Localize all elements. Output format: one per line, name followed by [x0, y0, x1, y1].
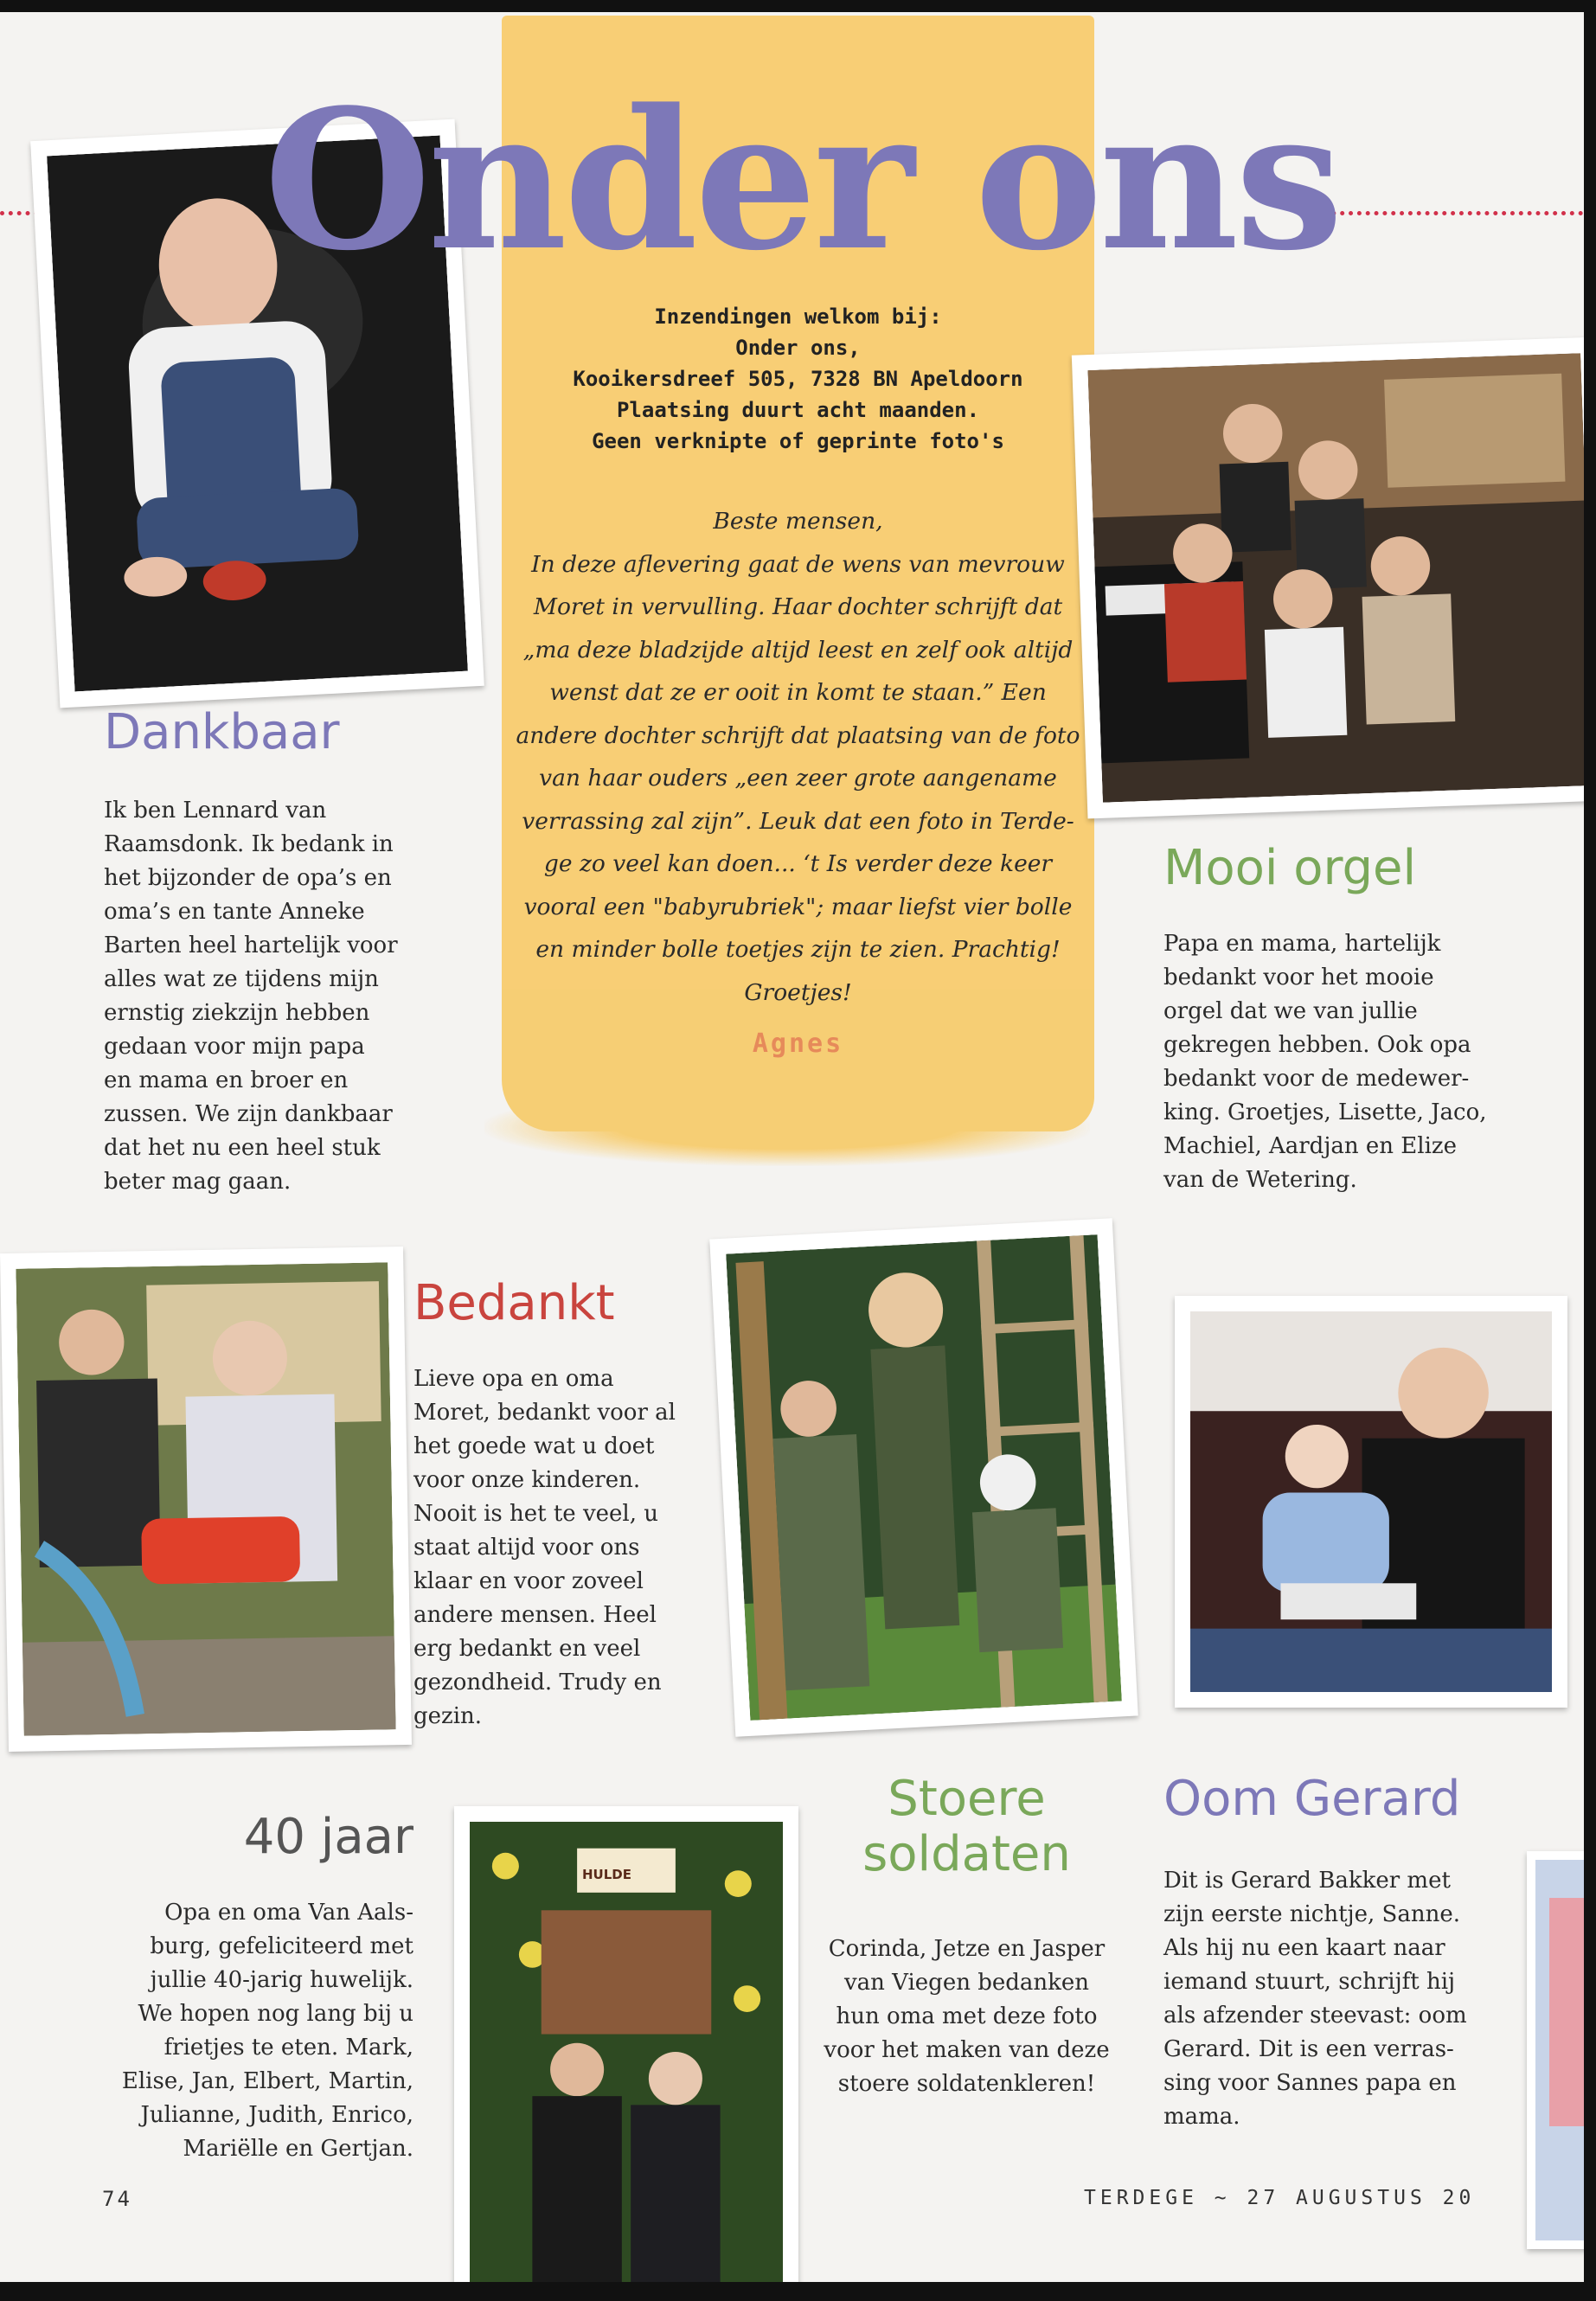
heading-stoere-soldaten [796, 1772, 1138, 1883]
text-line: Elise, Jan, Elbert, Martin, [121, 2068, 413, 2094]
photo-anniversary-couple [454, 1806, 798, 2298]
text-line: oma’s en tante Anneke [104, 899, 365, 925]
letter-line: andere dochter schrijft dat plaatsing van de foto [516, 721, 1080, 749]
letter-line: ge zo veel kan doen... ‘t Is verder deze keer [543, 850, 1053, 877]
text-line: andere mensen. Heel [413, 1602, 657, 1628]
text-line: burg, gefeliciteerd met [150, 1933, 413, 1959]
text-line: als afzender steevast: oom [1163, 2003, 1467, 2029]
letter-line: wenst dat ze er ooit in komt te staan.” Een [549, 679, 1047, 706]
text-line: Corinda, Jetze en Jasper [828, 1936, 1106, 1962]
text-line: hun oma met deze foto [836, 2003, 1098, 2029]
text-line: en mama en broer en [104, 1067, 349, 1093]
text-line: voor onze kinderen. [413, 1467, 641, 1493]
text-line: het goede wat u doet [413, 1433, 655, 1459]
text-line: sing voor Sannes papa en [1163, 2070, 1457, 2096]
text-line: bedankt voor de medewer- [1163, 1066, 1470, 1092]
photo-organ-family [1072, 337, 1596, 819]
letter-line: vooral een "babyrubriek"; maar liefst vier bolle [523, 893, 1073, 920]
text-line: iemand stuurt, schrijft hij [1163, 1969, 1456, 1995]
editor-letter [510, 500, 1086, 1066]
right-border [1584, 0, 1596, 2301]
text-line: We hopen nog lang bij u [138, 2001, 413, 2027]
letter-line: In deze aflevering gaat de wens van mevrouw [531, 550, 1065, 578]
photo-soldier-kids [709, 1218, 1138, 1737]
text-line: Gerard. Dit is een verras- [1163, 2036, 1454, 2062]
dotted-rule-right [1298, 211, 1583, 215]
heading-mooi-orgel: Mooi orgel [1163, 840, 1417, 896]
text-line: stoere soldatenkleren! [837, 2071, 1096, 2097]
photo-grandparents [0, 1247, 412, 1752]
body-40-jaar [69, 1896, 413, 2166]
text-line: gekregen hebben. Ook opa [1163, 1032, 1471, 1058]
text-line: dat het nu een heel stuk [104, 1135, 381, 1161]
page-title: Onder ons [264, 68, 1340, 293]
heading-40-jaar: 40 jaar [243, 1809, 413, 1865]
submission-line: Geen verknipte of geprinte foto's [592, 429, 1004, 453]
heading-oom-gerard: Oom Gerard [1163, 1771, 1461, 1827]
text-line: het bijzonder de opa’s en [104, 865, 392, 891]
text-line: alles wat ze tijdens mijn [104, 966, 379, 992]
publication-footer: TERDEGE ~ 27 AUGUSTUS 20 [1084, 2187, 1476, 2209]
letter-line: Groetjes! [744, 978, 852, 1006]
text-line: jullie 40-jarig huwelijk. [150, 1967, 413, 1993]
submission-line: Kooikersdreef 505, 7328 BN Apeldoorn [573, 367, 1023, 391]
text-line: bedankt voor het mooie [1163, 965, 1434, 990]
text-line: Ik ben Lennard van [104, 798, 327, 824]
letter-line: verrassing zal zijn”. Leuk dat een foto in Terde- [522, 807, 1074, 835]
text-line: gezondheid. Trudy en [413, 1670, 662, 1695]
text-line: Lieve opa en oma [413, 1366, 614, 1392]
text-line: frietjes te eten. Mark, [163, 2035, 413, 2061]
text-line: Nooit is het te veel, u [413, 1501, 659, 1527]
letter-line: Moret in vervulling. Haar dochter schrijft dat [533, 593, 1063, 620]
sign-text: HULDE [582, 1867, 631, 1882]
heading-line: Stoere [888, 1771, 1046, 1827]
text-line: voor het maken van deze [824, 2037, 1110, 2063]
text-line: orgel dat we van jullie [1163, 998, 1418, 1024]
body-oom-gerard [1163, 1864, 1509, 2134]
text-line: Dit is Gerard Bakker met [1163, 1868, 1451, 1894]
text-line: zussen. We zijn dankbaar [104, 1101, 393, 1127]
page-number: 74 [102, 2187, 132, 2211]
bottom-border [0, 2282, 1596, 2301]
text-line: Moret, bedankt voor al [413, 1400, 676, 1426]
text-line: van de Wetering. [1163, 1167, 1357, 1193]
submission-line: Plaatsing duurt acht maanden. [616, 398, 980, 422]
text-line: Julianne, Judith, Enrico, [140, 2102, 413, 2128]
text-line: king. Groetjes, Lisette, Jaco, [1163, 1099, 1487, 1125]
text-line: Raamsdonk. Ik bedank in [104, 831, 394, 857]
submission-line: Onder ons, [735, 336, 861, 360]
heading-bedankt: Bedankt [413, 1275, 615, 1331]
text-line: Barten heel hartelijk voor [104, 933, 398, 958]
letter-line: „ma deze bladzijde altijd leest en zelf ook altijd [522, 636, 1074, 663]
top-border [0, 0, 1596, 12]
body-stoere-soldaten [796, 1932, 1138, 2101]
letter-line: en minder bolle toetjes zijn te zien. Prachtig! [535, 936, 1061, 963]
text-line: ernstig ziekzijn hebben [104, 1000, 370, 1026]
text-line: staat altijd voor ons [413, 1535, 640, 1561]
text-line: beter mag gaan. [104, 1169, 292, 1195]
text-line: gezin. [413, 1703, 483, 1729]
letter-line: Beste mensen, [713, 508, 883, 535]
text-line: Opa en oma Van Aals- [164, 1900, 413, 1926]
text-line: Als hij nu een kaart naar [1163, 1935, 1445, 1961]
text-line: erg bedankt en veel [413, 1636, 641, 1662]
letter-line: van haar ouders „een zeer grote aangename [539, 765, 1057, 792]
text-line: klaar en voor zoveel [413, 1568, 644, 1594]
body-bedankt [413, 1362, 708, 1734]
text-line: Papa en mama, hartelijk [1163, 931, 1441, 957]
text-line: zijn eerste nichtje, Sanne. [1163, 1901, 1460, 1927]
text-line: van Viegen bedanken [843, 1970, 1090, 1996]
submission-info [519, 301, 1077, 457]
body-mooi-orgel [1163, 927, 1527, 1197]
submission-line: Inzendingen welkom bij: [654, 304, 942, 329]
text-line: gedaan voor mijn papa [104, 1034, 365, 1060]
photo-gerard-baby [1175, 1296, 1567, 1708]
text-line: Mariëlle en Gertjan. [183, 2136, 413, 2162]
text-line: mama. [1163, 2104, 1240, 2130]
heading-dankbaar: Dankbaar [104, 704, 340, 760]
letter-signature: Agnes [752, 1029, 844, 1059]
heading-line: soldaten [862, 1826, 1071, 1883]
text-line: Machiel, Aardjan en Elize [1163, 1133, 1457, 1159]
body-dankbaar [104, 794, 424, 1199]
